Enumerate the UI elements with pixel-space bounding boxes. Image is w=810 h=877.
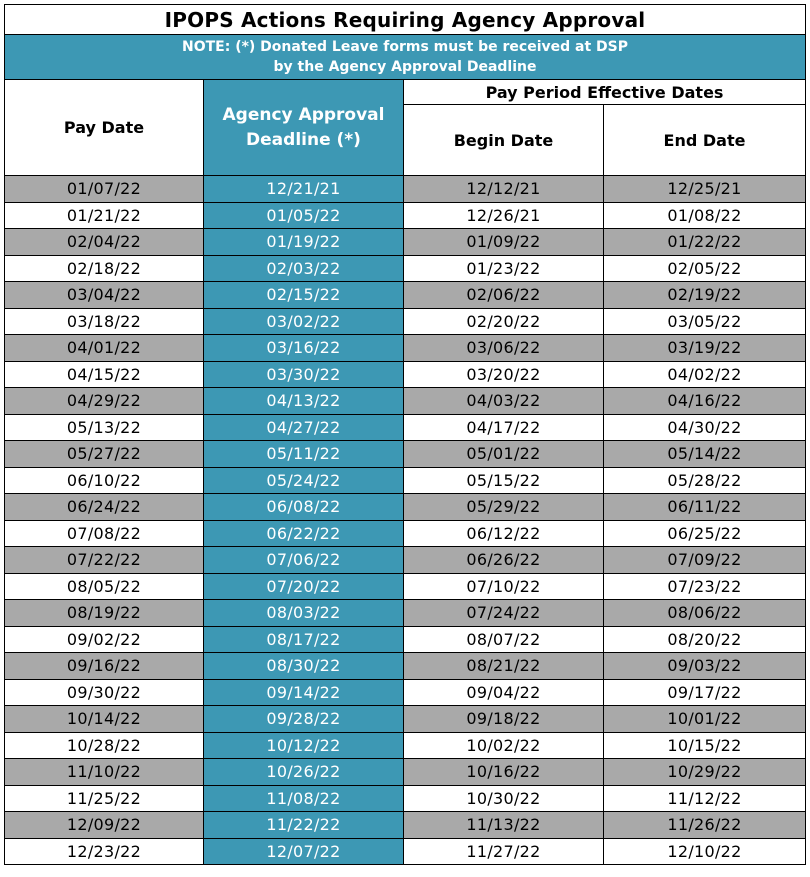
begin-date-cell: 02/06/22	[404, 282, 604, 309]
begin-date-cell: 07/24/22	[404, 600, 604, 627]
table-row	[5, 202, 806, 229]
table-row	[5, 467, 806, 494]
pay-date-cell: 08/05/22	[5, 573, 204, 600]
pay-date-cell: 02/04/22	[5, 229, 204, 256]
end-date-cell: 10/15/22	[604, 732, 806, 759]
end-date-cell: 11/12/22	[604, 785, 806, 812]
agency-deadline-cell: 08/30/22	[204, 653, 404, 680]
begin-date-cell: 07/10/22	[404, 573, 604, 600]
begin-date-cell: 09/18/22	[404, 706, 604, 733]
pay-date-cell: 04/01/22	[5, 335, 204, 362]
pay-date-cell: 06/24/22	[5, 494, 204, 521]
table-row	[5, 706, 806, 733]
pay-date-cell: 07/08/22	[5, 520, 204, 547]
end-date-cell: 08/20/22	[604, 626, 806, 653]
begin-date-cell: 11/13/22	[404, 812, 604, 839]
begin-date-cell: 11/27/22	[404, 838, 604, 865]
table-row	[5, 573, 806, 600]
begin-date-cell: 03/06/22	[404, 335, 604, 362]
agency-deadline-cell: 05/24/22	[204, 467, 404, 494]
pay-date-cell: 11/10/22	[5, 759, 204, 786]
table-row	[5, 838, 806, 865]
end-date-cell: 09/03/22	[604, 653, 806, 680]
agency-deadline-cell: 07/06/22	[204, 547, 404, 574]
note-line-1: NOTE: (*) Donated Leave forms must be received at DSP	[181, 39, 629, 55]
begin-date-cell: 05/15/22	[404, 467, 604, 494]
table-row	[5, 494, 806, 521]
begin-date-cell: 08/21/22	[404, 653, 604, 680]
begin-date-cell: 06/26/22	[404, 547, 604, 574]
end-date-cell: 01/08/22	[604, 202, 806, 229]
header-agency-approval-deadline	[204, 80, 404, 176]
header-agency-line-1: Agency Approval	[222, 104, 385, 125]
pay-date-cell: 09/02/22	[5, 626, 204, 653]
table-body	[5, 176, 806, 865]
agency-deadline-cell: 08/17/22	[204, 626, 404, 653]
end-date-cell: 04/30/22	[604, 414, 806, 441]
pay-date-cell: 07/22/22	[5, 547, 204, 574]
begin-date-cell: 04/03/22	[404, 388, 604, 415]
table-row	[5, 388, 806, 415]
header-end-date: End Date	[604, 105, 806, 176]
pay-date-cell: 06/10/22	[5, 467, 204, 494]
table-row	[5, 229, 806, 256]
end-date-cell: 03/05/22	[604, 308, 806, 335]
pay-date-cell: 05/13/22	[5, 414, 204, 441]
table-row	[5, 626, 806, 653]
table-row	[5, 679, 806, 706]
end-date-cell: 06/25/22	[604, 520, 806, 547]
begin-date-cell: 12/26/21	[404, 202, 604, 229]
header-pay-period-effective-dates: Pay Period Effective Dates	[404, 80, 806, 105]
begin-date-cell: 10/30/22	[404, 785, 604, 812]
note-line-2: by the Agency Approval Deadline	[273, 59, 537, 75]
begin-date-cell: 12/12/21	[404, 176, 604, 203]
end-date-cell: 10/29/22	[604, 759, 806, 786]
end-date-cell: 04/02/22	[604, 361, 806, 388]
table-row	[5, 653, 806, 680]
pay-date-cell: 12/23/22	[5, 838, 204, 865]
table-row	[5, 308, 806, 335]
pay-date-cell: 10/14/22	[5, 706, 204, 733]
pay-date-cell: 12/09/22	[5, 812, 204, 839]
table-row	[5, 441, 806, 468]
agency-deadline-cell: 03/16/22	[204, 335, 404, 362]
agency-deadline-cell: 11/08/22	[204, 785, 404, 812]
end-date-cell: 10/01/22	[604, 706, 806, 733]
pay-date-cell: 04/15/22	[5, 361, 204, 388]
pay-date-cell: 03/04/22	[5, 282, 204, 309]
agency-approval-table	[4, 4, 806, 865]
agency-deadline-cell: 06/08/22	[204, 494, 404, 521]
end-date-cell: 01/22/22	[604, 229, 806, 256]
agency-deadline-cell: 06/22/22	[204, 520, 404, 547]
table-row	[5, 361, 806, 388]
agency-deadline-cell: 09/28/22	[204, 706, 404, 733]
agency-deadline-cell: 03/02/22	[204, 308, 404, 335]
begin-date-cell: 10/16/22	[404, 759, 604, 786]
pay-date-cell: 01/07/22	[5, 176, 204, 203]
header-pay-date: Pay Date	[5, 80, 204, 176]
table-title: IPOPS Actions Requiring Agency Approval	[5, 5, 806, 35]
table-row	[5, 732, 806, 759]
end-date-cell: 05/28/22	[604, 467, 806, 494]
note-banner	[5, 35, 806, 80]
end-date-cell: 02/19/22	[604, 282, 806, 309]
agency-deadline-cell: 02/03/22	[204, 255, 404, 282]
table-row	[5, 759, 806, 786]
agency-deadline-cell: 12/21/21	[204, 176, 404, 203]
begin-date-cell: 09/04/22	[404, 679, 604, 706]
agency-deadline-cell: 10/26/22	[204, 759, 404, 786]
pay-date-cell: 09/16/22	[5, 653, 204, 680]
agency-deadline-cell: 01/05/22	[204, 202, 404, 229]
begin-date-cell: 04/17/22	[404, 414, 604, 441]
agency-deadline-cell: 09/14/22	[204, 679, 404, 706]
pay-date-cell: 01/21/22	[5, 202, 204, 229]
agency-deadline-cell: 05/11/22	[204, 441, 404, 468]
end-date-cell: 12/10/22	[604, 838, 806, 865]
header-agency-line-2: Deadline (*)	[246, 129, 361, 150]
agency-deadline-cell: 07/20/22	[204, 573, 404, 600]
begin-date-cell: 03/20/22	[404, 361, 604, 388]
agency-deadline-cell: 10/12/22	[204, 732, 404, 759]
end-date-cell: 07/09/22	[604, 547, 806, 574]
begin-date-cell: 05/01/22	[404, 441, 604, 468]
end-date-cell: 08/06/22	[604, 600, 806, 627]
pay-date-cell: 02/18/22	[5, 255, 204, 282]
agency-deadline-cell: 12/07/22	[204, 838, 404, 865]
table-row	[5, 600, 806, 627]
end-date-cell: 06/11/22	[604, 494, 806, 521]
end-date-cell: 04/16/22	[604, 388, 806, 415]
payroll-calendar-sheet	[4, 4, 805, 865]
pay-date-cell: 03/18/22	[5, 308, 204, 335]
agency-deadline-cell: 04/27/22	[204, 414, 404, 441]
table-row	[5, 282, 806, 309]
agency-deadline-cell: 11/22/22	[204, 812, 404, 839]
table-row	[5, 176, 806, 203]
end-date-cell: 07/23/22	[604, 573, 806, 600]
end-date-cell: 05/14/22	[604, 441, 806, 468]
pay-date-cell: 10/28/22	[5, 732, 204, 759]
end-date-cell: 11/26/22	[604, 812, 806, 839]
begin-date-cell: 05/29/22	[404, 494, 604, 521]
table-row	[5, 255, 806, 282]
pay-date-cell: 11/25/22	[5, 785, 204, 812]
table-row	[5, 785, 806, 812]
end-date-cell: 12/25/21	[604, 176, 806, 203]
end-date-cell: 02/05/22	[604, 255, 806, 282]
agency-deadline-cell: 01/19/22	[204, 229, 404, 256]
begin-date-cell: 01/09/22	[404, 229, 604, 256]
agency-deadline-cell: 02/15/22	[204, 282, 404, 309]
table-row	[5, 812, 806, 839]
table-row	[5, 414, 806, 441]
begin-date-cell: 08/07/22	[404, 626, 604, 653]
agency-deadline-cell: 03/30/22	[204, 361, 404, 388]
begin-date-cell: 01/23/22	[404, 255, 604, 282]
table-row	[5, 335, 806, 362]
begin-date-cell: 06/12/22	[404, 520, 604, 547]
end-date-cell: 03/19/22	[604, 335, 806, 362]
header-begin-date: Begin Date	[404, 105, 604, 176]
pay-date-cell: 05/27/22	[5, 441, 204, 468]
end-date-cell: 09/17/22	[604, 679, 806, 706]
agency-deadline-cell: 04/13/22	[204, 388, 404, 415]
begin-date-cell: 10/02/22	[404, 732, 604, 759]
pay-date-cell: 09/30/22	[5, 679, 204, 706]
agency-deadline-cell: 08/03/22	[204, 600, 404, 627]
pay-date-cell: 04/29/22	[5, 388, 204, 415]
table-row	[5, 547, 806, 574]
begin-date-cell: 02/20/22	[404, 308, 604, 335]
table-row	[5, 520, 806, 547]
pay-date-cell: 08/19/22	[5, 600, 204, 627]
